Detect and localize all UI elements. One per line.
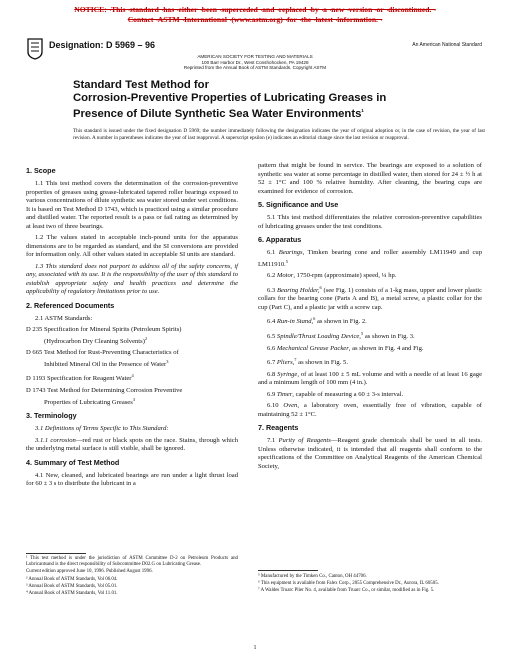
para-6-5: 6.5 Spindle/Thrust Loading Device,$^5$ as shown in Fig. 3. — [267, 331, 415, 341]
para-7-1: 7.1 Purity of Reagents—Reagent grade chemicals shall be used in all tests. Unless otherwise indicated, it is intended that all reagents shall conform to the specifications of the Committee on Analytical Reagents of the American Chemical Society, — [258, 437, 483, 470]
para-6-6: 6.6 Mechanical Grease Packer, as shown in Fig. 4 and Fig. — [267, 344, 424, 352]
footnote-6: ⁶ This equipment is available from Falex Corp., 2055 Comprehensive Dr., Aurora, IL 60505. — [258, 581, 439, 587]
para-6-7: 6.7 Pliers,$^7$ as shown in Fig. 5. — [267, 357, 348, 367]
designation: Designation: D 5969 – 96 — [49, 40, 156, 50]
society-block — [0, 54, 510, 71]
footnote-1: ¹ This test method is under the jurisdiction of ASTM Committee D-2 on Petroleum Products and Lubricantsand is the direct responsibility of Subcommittee D02.G on Lubricating Grease. — [26, 556, 238, 568]
para-3-1-1: 3.1.1 corrosion—red rust or black spots on the race. Stains, through which the underlying metal surface is still visible, shall be ignored. — [26, 436, 238, 453]
notice-line-2: Contact¬ASTM¬International¬(www.astm.org)¬for¬the¬latest¬information.¬ — [127, 15, 383, 24]
para-6-2: 6.2 Motor, 1750-rpm (approximate) speed, ¼ hp. — [267, 272, 397, 280]
para-5-1: 5.1 This test method differentiates the relative corrosion-preventive capabilities of lubricating greases under the test conditions. — [258, 214, 482, 230]
document-title — [73, 79, 473, 120]
para-1-3: 1.3 This standard does not purport to address all of the safety concerns, if any, associated with its use. It is the responsibility of the user of this standard to establish appropriate safety and health practices and determine the applicability of regulatory limitations prior to use. — [26, 262, 238, 295]
footnote-divider-right — [258, 570, 318, 571]
notice-line-1: NOTICE:¬This¬standard¬has¬either¬been¬superceded¬and¬replaced¬by¬a¬new¬version¬or¬discontinued.¬ — [74, 5, 436, 14]
title-line-1: Standard Test Method for — [73, 79, 209, 91]
section-heading-apparatus: 6. Apparatus — [258, 235, 302, 244]
para-6-10: 6.10 Oven, a laboratory oven, essentially free of vibration, capable of maintaining 52 ± 1°C. — [258, 402, 483, 418]
footnote-2: ² Annual Book of ASTM Standards, Vol 06.04. — [26, 576, 118, 582]
ref-d1743: D 1743 Test Method for Determining Corrosion Preventive Properties of Lubricating Greases$^3$ — [26, 387, 183, 406]
society-name: AMERICAN SOCIETY FOR TESTING AND MATERIALS — [197, 54, 313, 59]
footnotes-right — [258, 574, 482, 596]
para-6-8: 6.8 Syringe, of at least 100 ± 5 mL volume and with a needle of at least 16 gage and a minimum length of 100 mm (4 in.). — [258, 370, 482, 387]
footnote-1-edition: Current edition approved June 10, 1996. Published August 1996. — [26, 569, 153, 575]
ref-d235: D 235 Specification for Mineral Spirits (Petroleum Spirits) (Hydrocarbon Dry Cleaning Solvents)$^2$ — [26, 326, 182, 345]
reprint-note: Reprinted from the Annual Book of ASTM Standards. Copyright ASTM — [183, 65, 327, 71]
issuance-note: This standard is issued under the fixed designation D 5969; the number immediately following the designation indicates the year of original adoption or, in the case of revision, the year of last revision. A number in parentheses indicates the year of last reapproval. A superscript epsilon (e) indicates an editorial change since the last revision or reapproval. — [73, 128, 485, 141]
section-heading-referenced-documents: 2. Referenced Documents — [26, 300, 115, 310]
title-line-2: Corrosion-Preventive Properties of Lubricating Greases in — [73, 91, 387, 104]
ref-d1193: D 1193 Specification for Reagent Water$^4$ — [26, 373, 134, 383]
para-6-3: 6.3 Bearing Holder,$^6$ (see Fig. 1) consists of a 1-kg mass, upper and lower plastic collars for the bearing cone (Parts A and B), a metal screw, a plastic collar for the cup (Part C), and a plastic jar with a screw cap. — [258, 284, 482, 311]
para-6-1: 6.1 Bearings, Timken bearing cone and roller assembly LM11949 and cup LM11910.$^5$ — [258, 249, 483, 268]
american-national-standard-label: An American National Standard — [412, 42, 482, 48]
para-1-1: 1.1 This test method covers the determination of the corrosion-preventive properties of greases using grease-lubricated tapered roller bearings exposed to various concentrations of dilute synthetic sea water stored under wet conditions. It is based on Test Method D 1743, which is practiced using a similar procedure and distilled water. The reported result is a pass or fail rating as determined by at least two of three bearings. — [26, 180, 238, 230]
footnote-3: ³ Annual Book of ASTM Standards, Vol 05.01. — [26, 583, 118, 589]
ref-d665: D 665 Test Method for Rust-Preventing Characteristics of Inhibited Mineral Oil in the Presence of Water$^3$ — [26, 349, 179, 368]
footnote-5: ⁵ Manufactured by the Timken Co., Canton, OH 44706. — [258, 574, 367, 579]
para-3-1: 3.1 Definitions of Terms Specific to This Standard: — [35, 425, 169, 433]
title-footnote-ref: 1 — [361, 107, 364, 113]
section-heading-significance: 5. Significance and Use — [258, 200, 339, 209]
section-heading-scope: 1. Scope — [26, 166, 56, 175]
footnote-7: ⁷ A Waldes Truarc Plier No. 4, available from Truarc Co., or similar, modified as in Fig. 5. — [258, 588, 435, 594]
footnote-divider-left — [26, 553, 86, 554]
society-address: 100 Barr Harbor Dr., West Conshohocken, PA 19428 — [201, 59, 309, 65]
section-heading-summary: 4. Summary of Test Method — [26, 457, 120, 467]
para-4-1-continued: pattern that might be found in service. The bearings are exposed to a solution of synthetic sea water at some percentage in distilled water, then stored for 24 ± ½ h at 52 ± 1°C and 100 % relative humidity. After cleaning, the bearing cups are examined for evidence of corrosion. — [258, 162, 482, 195]
section-heading-terminology: 3. Terminology — [26, 411, 77, 421]
para-1-2: 1.2 The values stated in acceptable inch-pound units for the apparatus dimensions are to be regarded as standard, and the SI conversions are provided for information only. All other values stated in acceptable SI units are standard. — [26, 234, 238, 258]
footnote-4: ⁴ Annual Book of ASTM Standards, Vol 11.01. — [26, 591, 118, 597]
para-6-4: 6.4 Run-in Stand,$^6$ as shown in Fig. 2. — [267, 316, 367, 326]
footnotes-left — [26, 556, 238, 598]
para-2-1: 2.1 ASTM Standards: — [35, 314, 93, 322]
page-number: 1 — [253, 645, 257, 651]
supersession-notice — [0, 5, 510, 25]
para-4-1: 4.1 New, cleaned, and lubricated bearings are run under a light thrust load for 60 ± 3 s to distribute the lubricant in a — [26, 471, 238, 488]
right-column — [258, 162, 482, 474]
left-column — [26, 162, 238, 492]
para-6-9: 6.9 Timer, capable of measuring a 60 ± 3-s interval. — [267, 390, 404, 398]
section-heading-reagents: 7. Reagents — [258, 423, 299, 433]
title-line-3: Presence of Dilute Synthetic Sea Water Environments$^1$ — [73, 107, 364, 120]
